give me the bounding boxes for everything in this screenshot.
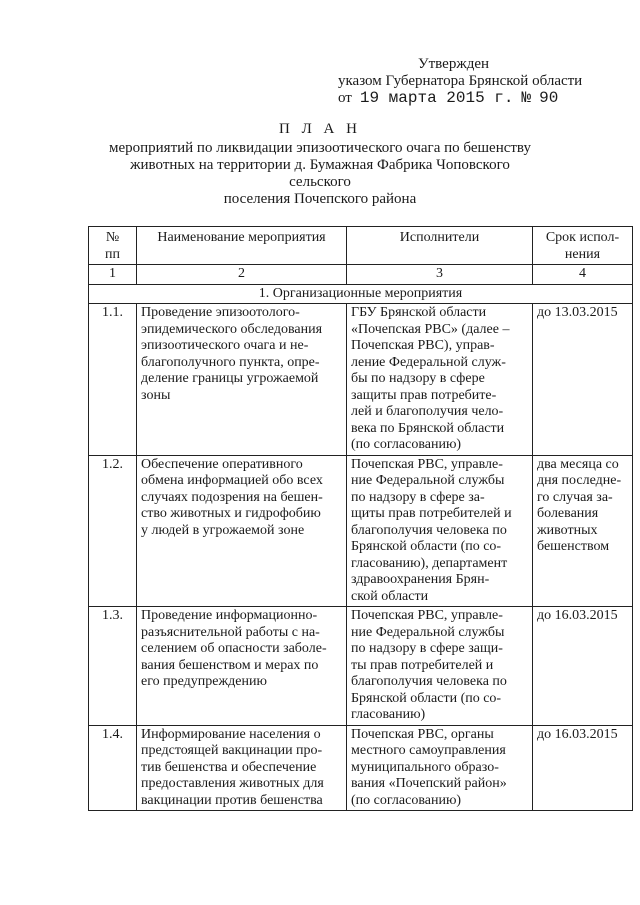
table-row	[89, 455, 633, 607]
row-deadline: до 16.03.2015	[533, 725, 633, 811]
row-number: 1.2.	[89, 455, 137, 607]
approval-date: 19 марта 2015 г.	[359, 89, 514, 107]
row-activity: Информирование населения о предстоящей вакцинации про- тив бешенства и обеспечение предоставления животных для вакцинации против бешенства	[137, 725, 347, 811]
document-title	[100, 121, 540, 208]
section-row	[89, 284, 633, 304]
section-title: 1. Организационные мероприятия	[89, 284, 633, 304]
row-executors: Почепская РВС, управле- ние Федеральной службы по надзору в сфере защи- ты прав потребителей и благополучия человека по Брянской области (по со- гласованию)	[347, 607, 533, 726]
approval-title: Утвержден	[418, 56, 490, 72]
approval-authority: указом Губернатора Брянской области	[338, 73, 583, 89]
row-activity: Обеспечение оперативного обмена информацией обо всех случаях подозрения на бешен- ство животных и гидрофобию у людей в угрожаемой зоне	[137, 455, 347, 607]
plan-subtitle: мероприятий по ликвидации эпизоотического очага по бешенству животных на территории д. Бумажная Фабрика Чоповского сельского поселения Почепского района	[108, 140, 532, 207]
row-deadline: два месяца со дня последне- го случая за- болевания животных бешенством	[533, 455, 633, 607]
row-activity: Проведение информационно- разъяснительной работы с на- селением об опасности заболе- вания бешенством и мерах по его предупреждению	[137, 607, 347, 726]
row-executors: Почепская РВС, управле- ние Федеральной службы по надзору в сфере за- щиты прав потребителей и благополучия человека по Брянской области (по со- гласованию), департамент здравоохранения Брян- ской области	[347, 455, 533, 607]
column-number: 2	[137, 265, 347, 285]
column-number-row	[89, 265, 633, 285]
row-number: 1.1.	[89, 304, 137, 456]
approval-block	[338, 56, 628, 107]
column-number: 3	[347, 265, 533, 285]
row-activity: Проведение эпизоотолого- эпидемического обследования эпизоотического очага и не- благополучного пункта, опре- деление границы угрожаемой зоны	[137, 304, 347, 456]
column-number: 4	[533, 265, 633, 285]
approval-number: 90	[539, 89, 559, 107]
header-activity: Наименование мероприятия	[137, 227, 347, 265]
row-number: 1.4.	[89, 725, 137, 811]
row-number: 1.3.	[89, 607, 137, 726]
table-header-row	[89, 227, 633, 265]
row-executors: Почепская РВС, органы местного самоуправления муниципального образо- вания «Почепский район» (по согласованию)	[347, 725, 533, 811]
header-number: № пп	[89, 227, 137, 265]
row-deadline: до 13.03.2015	[533, 304, 633, 456]
column-number: 1	[89, 265, 137, 285]
plan-table	[88, 226, 633, 811]
approval-number-label: №	[521, 89, 532, 107]
table-row	[89, 304, 633, 456]
header-deadline: Срок испол- нения	[533, 227, 633, 265]
approval-from-label: от	[338, 90, 352, 106]
row-executors: ГБУ Брянской области «Почепская РВС» (далее – Почепская РВС), управ- ление Федеральной служ- бы по надзору в сфере защиты прав потребите- лей и благополучия чело- века по Брянской области (по согласованию)	[347, 304, 533, 456]
row-deadline: до 16.03.2015	[533, 607, 633, 726]
table-row	[89, 725, 633, 811]
approval-date-line	[338, 90, 628, 107]
plan-heading: П Л А Н	[279, 121, 361, 137]
header-executors: Исполнители	[347, 227, 533, 265]
table-row	[89, 607, 633, 726]
